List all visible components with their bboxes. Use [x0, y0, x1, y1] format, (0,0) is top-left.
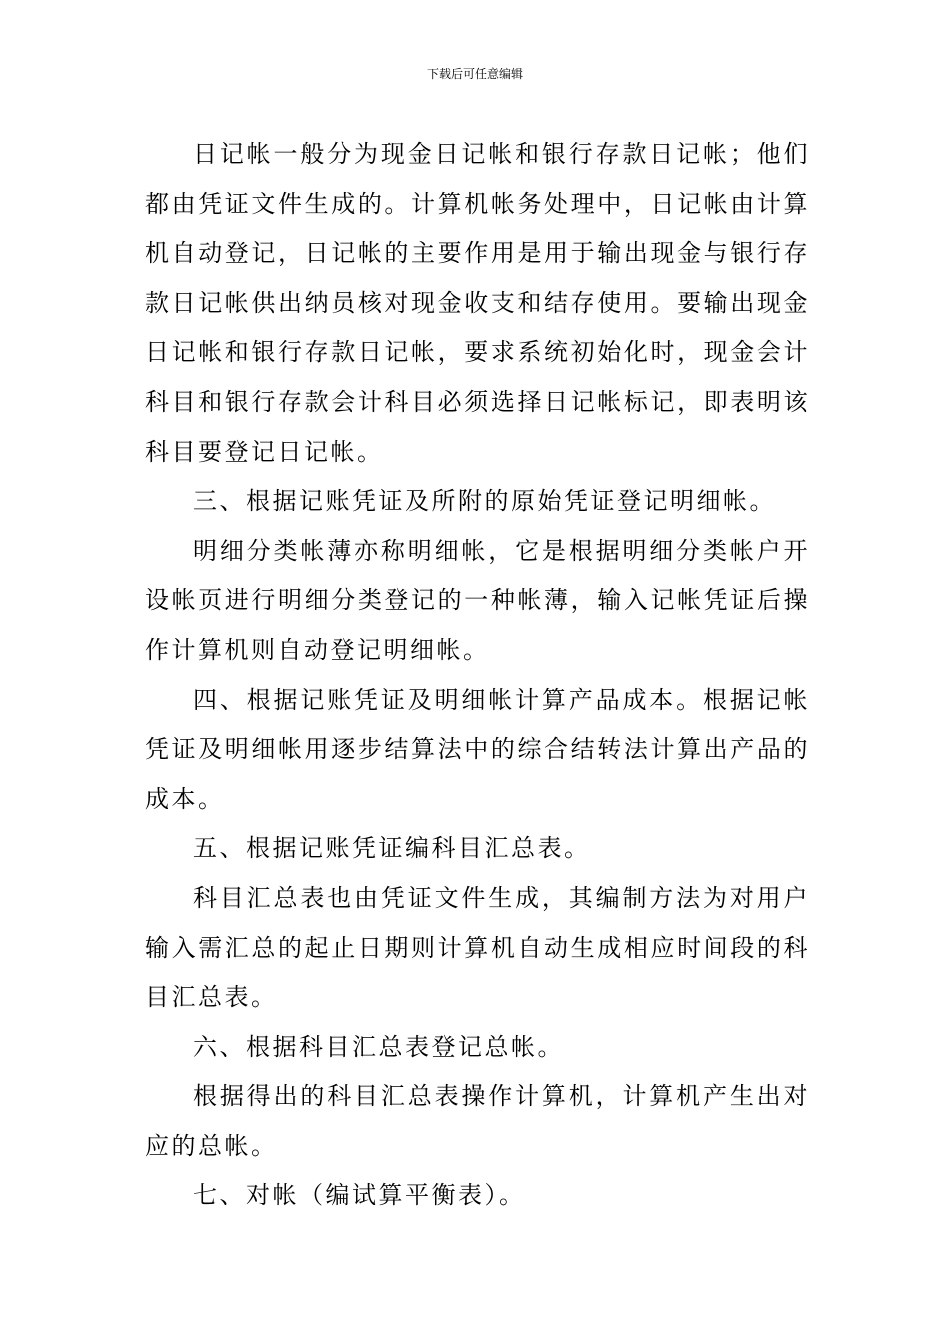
section-heading-6: 六、根据科目汇总表登记总帐。: [193, 1032, 564, 1061]
section-heading-5: 五、根据记账凭证编科目汇总表。: [193, 834, 591, 863]
section-heading-7: 七、对帐（编试算平衡表）。: [193, 1181, 526, 1210]
section-heading-3: 三、根据记账凭证及所附的原始凭证登记明细帐。: [193, 487, 776, 516]
document-body: [145, 130, 810, 1221]
paragraph-journal-intro: 日记帐一般分为现金日记帐和银行存款日记帐；他们都由凭证文件生成的。计算机帐务处理中，日记帐由计算机自动登记，日记帐的主要作用是用于输出现金与银行存款日记帐供出纳员核对现金收支和结存使用。要输出现金日记帐和银行存款日记帐，要求系统初始化时，现金会计科目和银行存款会计科目必须选择日记帐标记，即表明该科目要登记日记帐。: [145, 140, 810, 466]
section-heading-4: 四、根据记账凭证及明细帐计算产品成本。根据记帐凭证及明细帐用逐步结算法中的综合结转法计算出产品的成本。: [145, 685, 810, 813]
paragraph-summary-table: 科目汇总表也由凭证文件生成，其编制方法为对用户输入需汇总的起止日期则计算机自动生成相应时间段的科目汇总表。: [145, 883, 810, 1012]
paragraph-detail-ledger: 明细分类帐薄亦称明细帐，它是根据明细分类帐户开设帐页进行明细分类登记的一种帐薄，输入记帐凭证后操作计算机则自动登记明细帐。: [145, 536, 810, 664]
page-header: 下载后可任意编辑: [426, 67, 523, 81]
paragraph-general-ledger: 根据得出的科目汇总表操作计算机，计算机产生出对应的总帐。: [145, 1082, 810, 1160]
